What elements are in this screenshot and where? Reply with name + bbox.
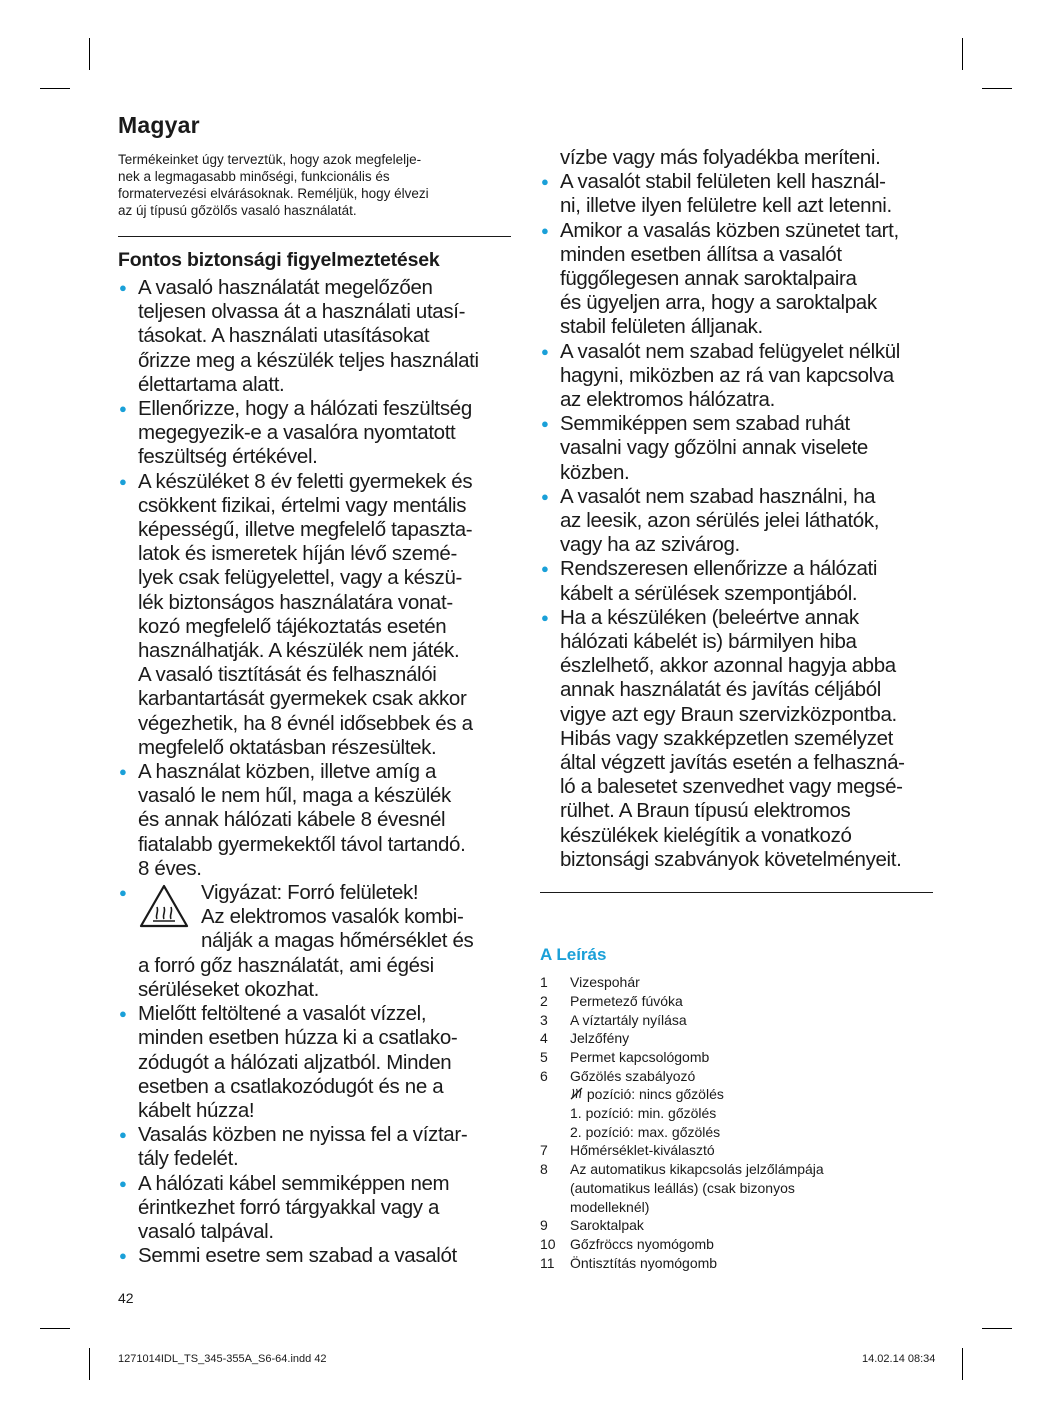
language-heading: Magyar xyxy=(118,112,200,138)
safety-item: ● A használat közben, illetve amíg a vasaló le nem hűl, maga a készülék és annak hálózati kábele 8 évesnél fiatalabb gyermekektől távol tartandó. 8 éves. xyxy=(118,760,511,881)
safety-item: ● A vasalót stabil felületen kell használ- ni, illetve ilyen felületre kell azt letenni. xyxy=(540,170,933,218)
description-item: 5 Permet kapcsológomb xyxy=(540,1048,710,1065)
description-heading: A Leírás xyxy=(540,945,607,965)
crop-mark xyxy=(982,88,1012,89)
safety-heading: Fontos biztonsági figyelmeztetések xyxy=(118,249,440,271)
crop-mark xyxy=(40,88,70,89)
safety-item: ● A hálózati kábel semmiképpen nem érintkezhet forró tárgyakkal vagy a vasaló talpával. xyxy=(118,1172,511,1245)
print-slug-date: 14.02.14 08:34 xyxy=(862,1353,936,1365)
page-number: 42 xyxy=(118,1290,134,1306)
safety-item: ● A készüléket 8 év feletti gyermekek és csökkent fizikai, értelmi vagy mentális képességű, illetve megfelelő tapaszta- latok és ismeretek híján lévő szemé- lyek csak felügyelettel, vagy a készü- lék biztonságos használatára vonat- kozó megfelelő tájékoztatás esetén használhatják. A készülék nem játék. A vasaló tisztítását és felhasználói karbantartását gyermekek csak akkor végezhetik, ha 8 évnél idősebbek és a megfelelő oktatásban részesültek. xyxy=(118,470,511,760)
safety-item: ● A vasaló használatát megelőzően teljesen olvassa át a használati utasí- tásokat. A használati utasításokat őrizze meg a készülék teljes használati élettartama alatt. xyxy=(118,276,511,397)
right-column xyxy=(540,146,933,1272)
section-divider xyxy=(540,892,933,893)
crop-mark xyxy=(89,1348,90,1380)
left-column xyxy=(118,112,511,1268)
safety-item: ● A vasalót nem szabad felügyelet nélkül hagyni, miközben az rá van kapcsolva az elektromos hálózatra. xyxy=(540,340,933,413)
description-item: 1 Vizespohár xyxy=(540,974,640,991)
no-steam-icon xyxy=(570,1087,583,1100)
safety-list xyxy=(118,276,511,1268)
intro-paragraph xyxy=(118,151,511,219)
description-item: 3 A víztartály nyílása xyxy=(540,1011,687,1028)
description-item: 2 Permetező fúvóka xyxy=(540,992,683,1009)
intro-line: nek a legmagasabb minőségi, funkcionális és xyxy=(118,169,390,184)
description-item: 4 Jelzőfény xyxy=(540,1030,630,1047)
safety-item: ● Vasalás közben ne nyissa fel a víztar- tály fedelét. xyxy=(118,1123,511,1171)
hot-surface-warning-icon xyxy=(138,883,190,929)
safety-item: ● Semmi esetre sem szabad a vasalót xyxy=(118,1244,511,1268)
crop-mark xyxy=(89,38,90,70)
crop-mark xyxy=(962,1348,963,1380)
safety-item: ● Mielőtt feltöltené a vasalót vízzel, minden esetben húzza ki a csatlako- zódugót a hálózati aljzatból. Minden esetben a csatlakozódugót és ne a kábelt húzza! xyxy=(118,1002,511,1123)
description-item: 11 Öntisztítás nyomógomb xyxy=(540,1254,718,1271)
hot-surface-warning: ● Vigyázat: Forró felületek! Az elektromos vasalók kombi- nálják a magas hőmérséklet és a forró gőz használatát, ami égési sérüléseket okozhat. xyxy=(119,881,474,1001)
safety-item: ● Rendszeresen ellenőrizze a hálózati kábelt a sérülések szempontjából. xyxy=(540,557,933,605)
print-slug-file: 1271014IDL_TS_345-355A_S6-64.indd 42 xyxy=(118,1353,327,1365)
description-item: 7 Hőmérséklet-kiválasztó xyxy=(540,1142,715,1159)
safety-item: ● A vasalót nem szabad használni, ha az leesik, azon sérülés jelei láthatók, vagy ha az szivárog. xyxy=(540,485,933,558)
description-item: 8 Az automatikus kikapcsolás jelzőlámpája (automatikus leállás) (csak bizonyos modelleknél) xyxy=(540,1161,824,1215)
safety-item: ● Amikor a vasalás közben szünetet tart, minden esetben állítsa a vasalót függőlegesen annak saroktalpaira és ügyeljen arra, hogy a saroktalpak stabil felületen álljanak. xyxy=(540,219,933,340)
safety-item: ● Semmiképpen sem szabad ruhát vasalni vagy gőzölni annak viselete közben. xyxy=(540,412,933,485)
description-item: 9 Saroktalpak xyxy=(540,1217,644,1234)
crop-mark xyxy=(982,1328,1012,1329)
description-item: 10 Gőzfröccs nyomógomb xyxy=(540,1235,714,1252)
section-divider xyxy=(118,236,511,237)
safety-item: ● Ellenőrizze, hogy a hálózati feszültség megegyezik-e a vasalóra nyomtatott feszültség értékével. xyxy=(118,397,511,470)
crop-mark xyxy=(40,1328,70,1329)
safety-list-continued xyxy=(540,146,933,872)
safety-item: ● Ha a készüléken (beleértve annak hálózati kábelét is) bármilyen hiba észlelhető, akkor azonnal hagyja abba annak használatát és javítás céljából vigye azt egy Braun szervizközpontba. Hibás vagy szakképzetlen személyzet által végzett javítás esetén a felhaszná- ló a balesetet szenvedhet vagy megsé- rülhet. A Braun típusú elektromos készülékek kielégítik a vonatkozó biztonsági szabványok követelményeit. xyxy=(540,606,933,872)
crop-mark xyxy=(962,38,963,70)
safety-item-continuation: vízbe vagy más folyadékba meríteni. xyxy=(560,146,881,169)
intro-line: formatervezési elvárásoknak. Reméljük, hogy élvezi xyxy=(118,186,429,201)
description-item: 6 Gőzölés szabályozó pozíció: nincs gőzölés 1. pozíció: min. gőzölés 2. pozíció: max. gőzölés xyxy=(540,1067,724,1140)
description-list xyxy=(540,973,933,1272)
intro-line: az új típusú gőzölős vasaló használatát. xyxy=(118,203,357,218)
intro-line: Termékeinket úgy terveztük, hogy azok megfelelje- xyxy=(118,152,422,167)
